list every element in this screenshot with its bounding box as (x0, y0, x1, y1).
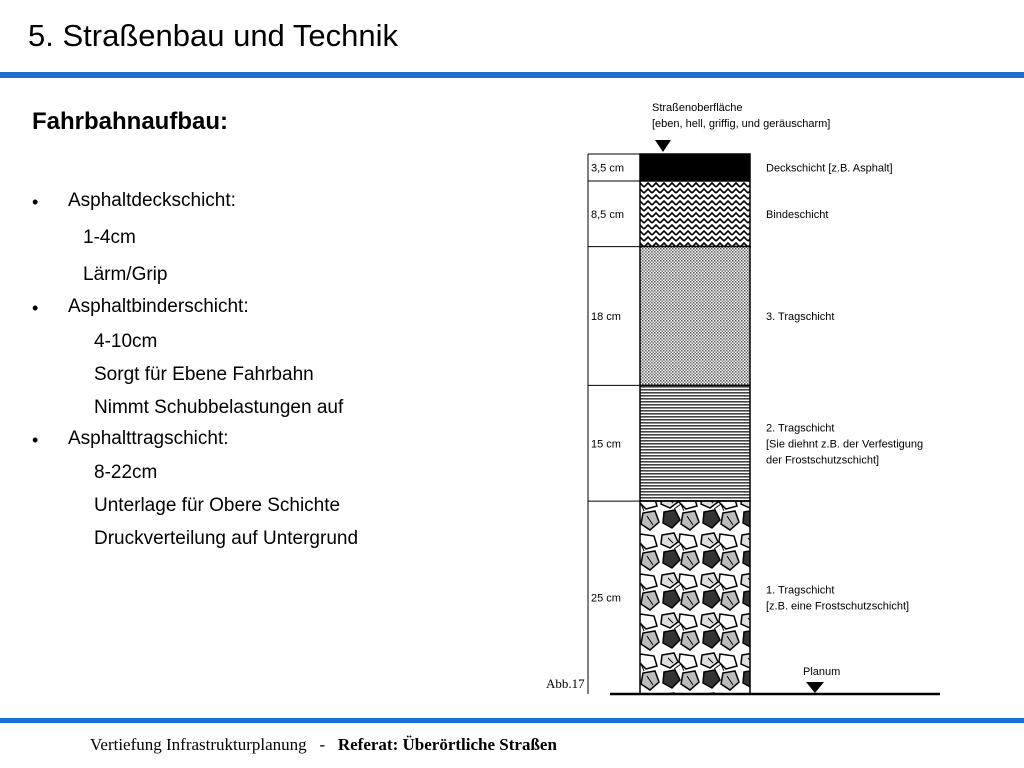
surface-label-note: [eben, hell, griffig, und geräuscharm] (652, 118, 831, 130)
bullet-dot: • (32, 430, 39, 450)
bullet-line: Druckverteilung auf Untergrund (94, 528, 359, 549)
page-title: 5. Straßenbau und Technik (28, 18, 398, 53)
layer-label: [Sie diehnt z.B. der Verfestigung (766, 438, 924, 451)
bullet-line: 8-22cm (94, 462, 158, 483)
footer-topic: Referat: Überörtliche Straßen (337, 735, 557, 754)
layer-thickness: 18 cm (591, 311, 621, 323)
bullet-line: 4-10cm (94, 331, 158, 352)
header-divider (0, 72, 1024, 78)
footer (90, 735, 557, 755)
bullet-line: Nimmt Schubbelastungen auf (94, 397, 344, 418)
bullet-dot: • (32, 192, 39, 212)
bullet-line: Unterlage für Obere Schichte (94, 495, 341, 516)
planum-marker-icon (806, 682, 824, 693)
layer-block (640, 154, 750, 181)
footer-separator: - (319, 735, 326, 754)
layer-label: der Frostschutzschicht] (766, 454, 880, 467)
layer-label: [z.B. eine Frostschutzschicht] (766, 600, 910, 613)
bullet-line: Lärm/Grip (83, 264, 168, 285)
layer-thickness: 3,5 cm (591, 162, 625, 175)
layer-thickness: 15 cm (591, 438, 621, 451)
bullet-heading-tragschicht: Asphalttragschicht: (68, 428, 229, 449)
surface-label: Straßenoberfläche (652, 102, 743, 114)
layer-label: 1. Tragschicht (766, 584, 835, 597)
bullet-heading-deckschicht: Asphaltdeckschicht: (68, 190, 236, 211)
layer-block (640, 181, 750, 247)
planum-label: Planum (803, 666, 841, 678)
footer-divider (0, 718, 1024, 723)
layer-thickness: 25 cm (591, 592, 621, 605)
figure-caption: Abb.17 (546, 676, 585, 691)
surface-marker-icon (655, 140, 671, 152)
layer-label: 3. Tragschicht (766, 311, 835, 323)
layer-block (640, 501, 750, 694)
bullet-line: Sorgt für Ebene Fahrbahn (94, 364, 314, 385)
layer-label: Deckschicht [z.B. Asphalt] (766, 162, 893, 175)
layer-thickness: 8,5 cm (591, 208, 625, 221)
layer-block (640, 385, 750, 501)
layer-label: Bindeschicht (766, 208, 829, 221)
layer-block (640, 247, 750, 386)
section-title: Fahrbahnaufbau: (32, 108, 228, 135)
footer-course: Vertiefung Infrastrukturplanung (90, 735, 307, 754)
bullet-heading-binderschicht: Asphaltbinderschicht: (68, 296, 249, 317)
road-layer-diagram (540, 92, 960, 704)
bullet-line: 1-4cm (83, 227, 136, 248)
bullet-dot: • (32, 298, 39, 318)
layer-label: 2. Tragschicht (766, 422, 835, 435)
road-layer-figure (540, 92, 960, 709)
